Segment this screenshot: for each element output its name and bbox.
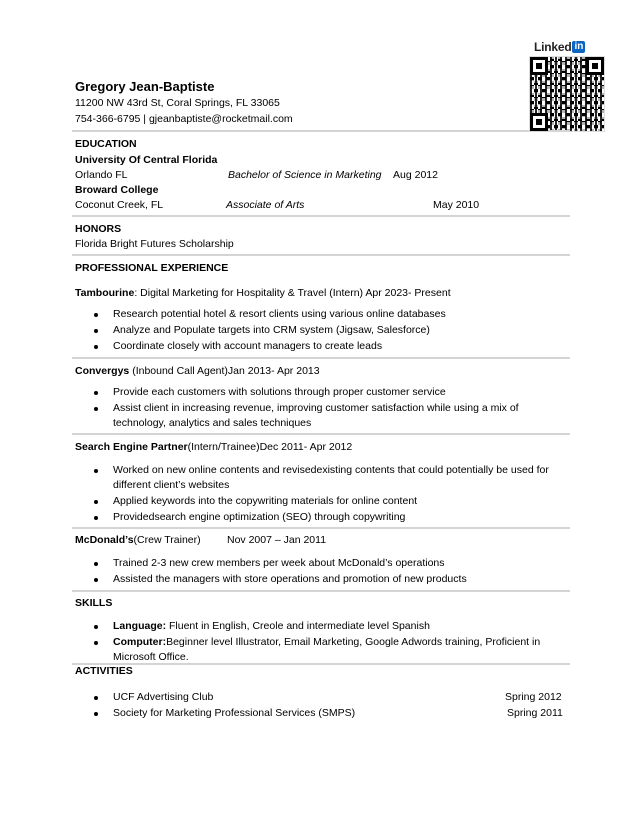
skills-heading: SKILLS [75,597,113,609]
company-name: Tambourine [75,287,135,299]
school-location: Coconut Creek, FL [75,199,164,211]
education-heading: EDUCATION [75,138,137,150]
bullet-item: Assisted the managers with store operations and promotion of new products [113,573,467,585]
bullet-icon [94,391,98,395]
bullet-icon [94,407,98,411]
skill-item [113,636,540,649]
candidate-name: Gregory Jean-Baptiste [75,79,215,94]
activity-item: Society for Marketing Professional Services (SMPS) [113,707,356,719]
job-title-line [75,441,352,454]
skill-item [113,620,430,633]
bullet-item: Provide each customers with solutions through proper customer service [113,386,446,398]
company-name: Convergys [75,365,130,377]
degree-date: Aug 2012 [393,169,438,181]
bullet-item: Assist client in increasing revenue, improving customer satisfaction while using a mix of [113,402,519,414]
job-title-line [75,365,320,378]
job-title-line [75,287,451,300]
job-role: (Crew Trainer) [133,534,201,546]
degree: Associate of Arts [226,199,305,211]
linkedin-logo-text: Linked [534,40,572,54]
job-role: (Intern/Trainee)Dec 2011- Apr 2012 [187,441,353,453]
school-name: University Of Central Florida [75,154,218,166]
job-role: (Inbound Call Agent)Jan 2013- Apr 2013 [129,365,320,377]
skill-text: Beginner level Illustrator, Email Marketing, Google Adwords training, Proficient in [166,636,541,648]
bullet-icon [94,313,98,317]
bullet-icon [94,641,98,645]
address: 11200 NW 43rd St, Coral Springs, FL 33065 [75,97,280,109]
honors-heading: HONORS [75,223,122,235]
activity-date: Spring 2011 [507,707,563,719]
bullet-icon [94,625,98,629]
skill-text-continued: Microsoft Office. [113,651,189,663]
school-location: Orlando FL [75,169,128,181]
divider [72,254,570,256]
company-name: Search Engine Partner [75,441,188,453]
bullet-icon [94,562,98,566]
skill-label: Language: [113,620,167,632]
qr-finder-icon [586,57,604,75]
qr-finder-icon [530,113,548,131]
divider [72,215,570,217]
bullet-icon [94,696,98,700]
qr-code-icon[interactable] [530,57,604,131]
degree-date: May 2010 [433,199,480,211]
company-name: McDonald’s [75,534,134,546]
job-date: Nov 2007 – Jan 2011 [227,534,327,546]
bullet-item-continued: technology, analytics and sales techniques [113,417,312,429]
bullet-item: Applied keywords into the copywriting materials for online content [113,495,418,507]
skill-text: Fluent in English, Creole and intermediate level Spanish [166,620,430,632]
bullet-item: Trained 2-3 new crew members per week about McDonald’s operations [113,557,445,569]
activity-item: UCF Advertising Club [113,691,214,703]
divider [72,527,570,529]
divider [72,357,570,359]
bullet-icon [94,345,98,349]
divider [72,130,570,132]
contact-info: 754-366-6795 | gjeanbaptiste@rocketmail.com [75,113,293,125]
bullet-icon [94,500,98,504]
qr-finder-icon [530,57,548,75]
degree: Bachelor of Science in Marketing [228,169,382,181]
job-title-line [75,534,201,547]
honor-item: Florida Bright Futures Scholarship [75,238,234,250]
divider [72,663,570,665]
divider [72,433,570,435]
activities-heading: ACTIVITIES [75,665,133,677]
divider [72,590,570,592]
bullet-icon [94,469,98,473]
bullet-item: Providedsearch engine optimization (SEO) through copywriting [113,511,406,523]
linkedin-logo[interactable] [534,40,585,54]
bullet-icon [94,712,98,716]
skill-label: Computer: [113,636,167,648]
school-name: Broward College [75,184,159,196]
activity-date: Spring 2012 [505,691,562,703]
linkedin-logo-in: in [574,41,584,52]
experience-heading: PROFESSIONAL EXPERIENCE [75,262,229,274]
job-role: : Digital Marketing for Hospitality & Travel (Intern) Apr 2023- Present [134,287,451,299]
bullet-icon [94,516,98,520]
bullet-item-continued: different client’s websites [113,479,230,491]
bullet-icon [94,578,98,582]
bullet-icon [94,329,98,333]
bullet-item: Analyze and Populate targets into CRM system (Jigsaw, Salesforce) [113,324,430,336]
bullet-item: Coordinate closely with account managers to create leads [113,340,383,352]
bullet-item: Worked on new online contents and revisedexisting contents that could potentially be used for [113,464,549,476]
bullet-item: Research potential hotel & resort clients using various online databases [113,308,446,320]
